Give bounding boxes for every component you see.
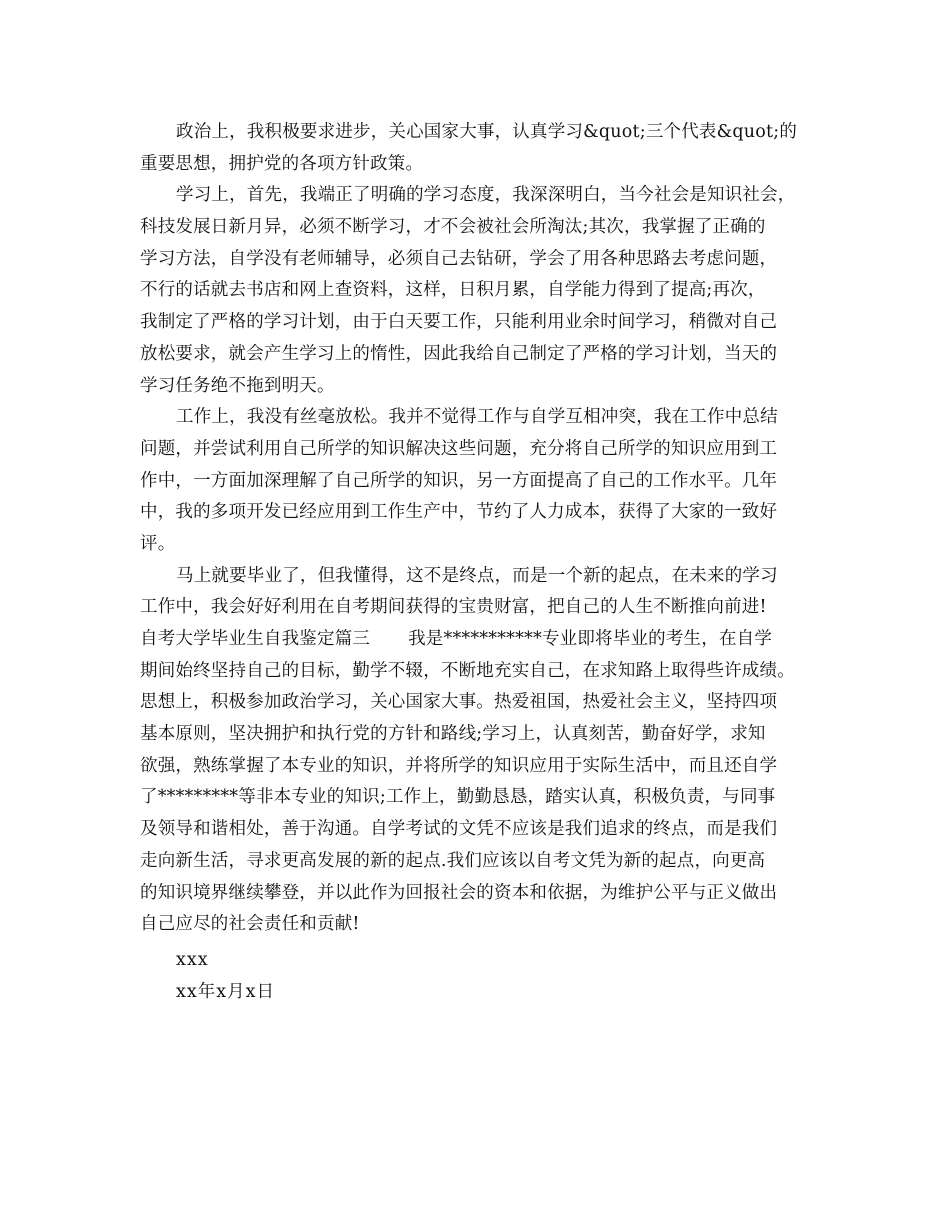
text-line: 政治上，我积极要求进步，关心国家大事，认真学习&quot;三个代表&quot;的 — [176, 122, 798, 142]
paragraph-study — [140, 180, 820, 402]
text-line: 科技发展日新月异，必须不断学习，才不会被社会所淘汰;其次，我掌握了正确的 — [140, 217, 766, 238]
text-line: 中，我的多项开发已经应用到工作生产中，节约了人力成本，获得了大家的一致好 — [140, 502, 778, 523]
text-line: 工作中，我会好好利用在自考期间获得的宝贵财富，把自己的人生不断推向前进! — [140, 597, 767, 618]
text-line: 欲强，熟练掌握了本专业的知识，并将所学的知识应用于实际生活中，而且还自学 — [140, 755, 778, 776]
section-heading: 自考大学毕业生自我鉴定篇三 — [140, 629, 371, 649]
text-line: 了*********等非本专业的知识;工作上，勤勤恳恳，踏实认真，积极负责，与同事 — [140, 787, 776, 808]
paragraph-politics — [140, 117, 820, 180]
paragraph-graduation — [140, 561, 820, 624]
text-line: 学习上，首先，我端正了明确的学习态度，我深深明白，当今社会是知识社会， — [176, 185, 796, 206]
document-page — [140, 117, 820, 1008]
signature-block — [140, 941, 820, 1008]
signature-name: xxx — [176, 949, 209, 970]
text-line: 期间始终坚持自己的目标，勤学不辍，不断地充实自己，在求知路上取得些许成绩。 — [140, 660, 795, 681]
text-line: 工作上，我没有丝毫放松。我并不觉得工作与自学互相冲突，我在工作中总结 — [176, 407, 778, 428]
text-line: 问题，并尝试利用自己所学的知识解决这些问题，充分将自己所学的知识应用到工 — [140, 438, 778, 459]
text-line: 放松要求，就会产生学习上的惰性，因此我给自己制定了严格的学习计划，当天的 — [140, 343, 778, 364]
text-line: 学习方法，自学没有老师辅导，必须自己去钻研，学会了用各种思路去考虑问题， — [140, 248, 778, 269]
section-three — [140, 624, 820, 941]
paragraph-work — [140, 402, 820, 560]
text-line: 不行的话就去书店和网上查资料，这样，日积月累，自学能力得到了提高;再次， — [140, 280, 766, 301]
text-line: 重要思想，拥护党的各项方针政策。 — [140, 153, 424, 174]
section-first-line-text: 我是***********专业即将毕业的考生，在自学 — [408, 629, 773, 649]
text-line: 走向新生活，寻求更高发展的新的起点.我们应该以自考文凭为新的起点，向更高 — [140, 850, 766, 871]
signature-date: xx年x月x日 — [176, 981, 275, 1002]
text-line: 我制定了严格的学习计划，由于白天要工作，只能利用业余时间学习，稍微对自己 — [140, 312, 778, 333]
text-line: 基本原则，坚决拥护和执行党的方针和路线;学习上，认真刻苦，勤奋好学，求知 — [140, 724, 766, 745]
text-line: 的知识境界继续攀登，并以此作为回报社会的资本和依据，为维护公平与正义做出 — [140, 882, 778, 903]
section-three-first-line — [140, 624, 820, 656]
text-line: 马上就要毕业了，但我懂得，这不是终点，而是一个新的起点，在未来的学习 — [176, 565, 778, 586]
text-line: 作中，一方面加深理解了自己所学的知识，另一方面提高了自己的工作水平。几年 — [140, 470, 778, 491]
text-line: 学习任务绝不拖到明天。 — [140, 375, 335, 396]
text-line: 及领导和谐相处，善于沟通。自学考试的文凭不应该是我们追求的终点，而是我们 — [140, 819, 778, 840]
text-line: 思想上，积极参加政治学习，关心国家大事。热爱祖国，热爱社会主义，坚持四项 — [140, 692, 778, 713]
text-line: 自己应尽的社会责任和贡献! — [140, 914, 360, 935]
text-line: 评。 — [140, 533, 176, 554]
